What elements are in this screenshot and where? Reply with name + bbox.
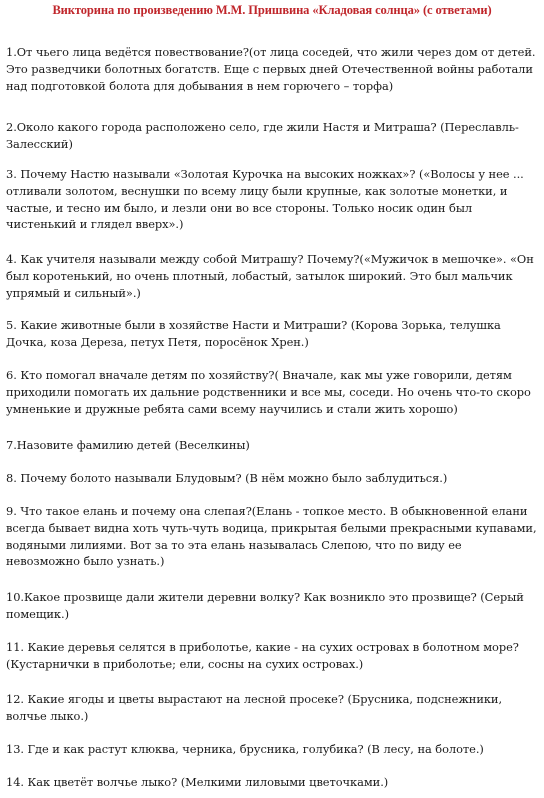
question-10: 10.Какое прозвище дали жители деревни волку? Как возникло это прозвище? (Серый помещик.): [6, 590, 524, 621]
question-14: 14. Как цветёт волчье лыко? (Мелкими лиловыми цветочками.): [6, 775, 389, 790]
question-8: 8. Почему болото называли Блудовым? (В нём можно было заблудиться.): [6, 471, 448, 486]
question-1: 1.От чьего лица ведётся повествование?(от лица соседей, что жили через дом от детей. Это разведчики болотных богатств. Еще с первых дней Отечественной войны работали над подготовкой болота для добывания в нем горючего – торфа): [6, 45, 536, 93]
document-title: Викторина по произведению М.М. Пришвина «Кладовая солнца» (с ответами): [52, 3, 492, 17]
question-9: 9. Что такое елань и почему она слепая?(Елань - топкое место. В обыкновенной елани всегда бывает видна хоть чуть-чуть водица, прикрытая белыми прекрасными купавами, водяными лилиями. Вот за то эта елань называлась Слепою, что по виду ее невозможно было узнать.): [6, 504, 537, 569]
question-7: 7.Назовите фамилию детей (Веселкины): [6, 438, 250, 453]
question-13: 13. Где и как растут клюква, черника, брусника, голубика? (В лесу, на болоте.): [6, 742, 484, 757]
question-6: 6. Кто помогал вначале детям по хозяйству?( Вначале, как мы уже говорили, детям приходили помогать их дальние родственники и все мы, соседи. Но очень что-то скоро умненькие и дружные ребята сами всему научились и стали жить хорошо): [6, 368, 531, 416]
question-5: 5. Какие животные были в хозяйстве Насти и Митраши? (Корова Зорька, телушка Дочка, коза Дереза, петух Петя, поросёнок Хрен.): [6, 318, 501, 349]
question-4: 4. Как учителя называли между собой Митрашу? Почему?(«Мужичок в мешочке». «Он был коротенький, но очень плотный, лобастый, затылок широкий. Это был мальчик упрямый и сильный».): [6, 252, 534, 300]
question-2: 2.Около какого города расположено село, где жили Настя и Митраша? (Переславль-Залесский): [6, 120, 519, 151]
question-12: 12. Какие ягоды и цветы вырастают на лесной просеке? (Брусника, подснежники, волчье лыко.): [6, 692, 503, 723]
question-11: 11. Какие деревья селятся в приболотье, какие - на сухих островах в болотном море?(Кустарнички в приболотье; ели, сосны на сухих островах.): [6, 640, 519, 671]
question-3: 3. Почему Настю называли «Золотая Курочка на высоких ножках»? («Волосы у нее ... отливали золотом, веснушки по всему лицу были крупные, как золотые монетки, и частые, и тесно им было, и лезли они во все стороны. Только носик один был чистенький и глядел вверх».): [6, 167, 524, 232]
